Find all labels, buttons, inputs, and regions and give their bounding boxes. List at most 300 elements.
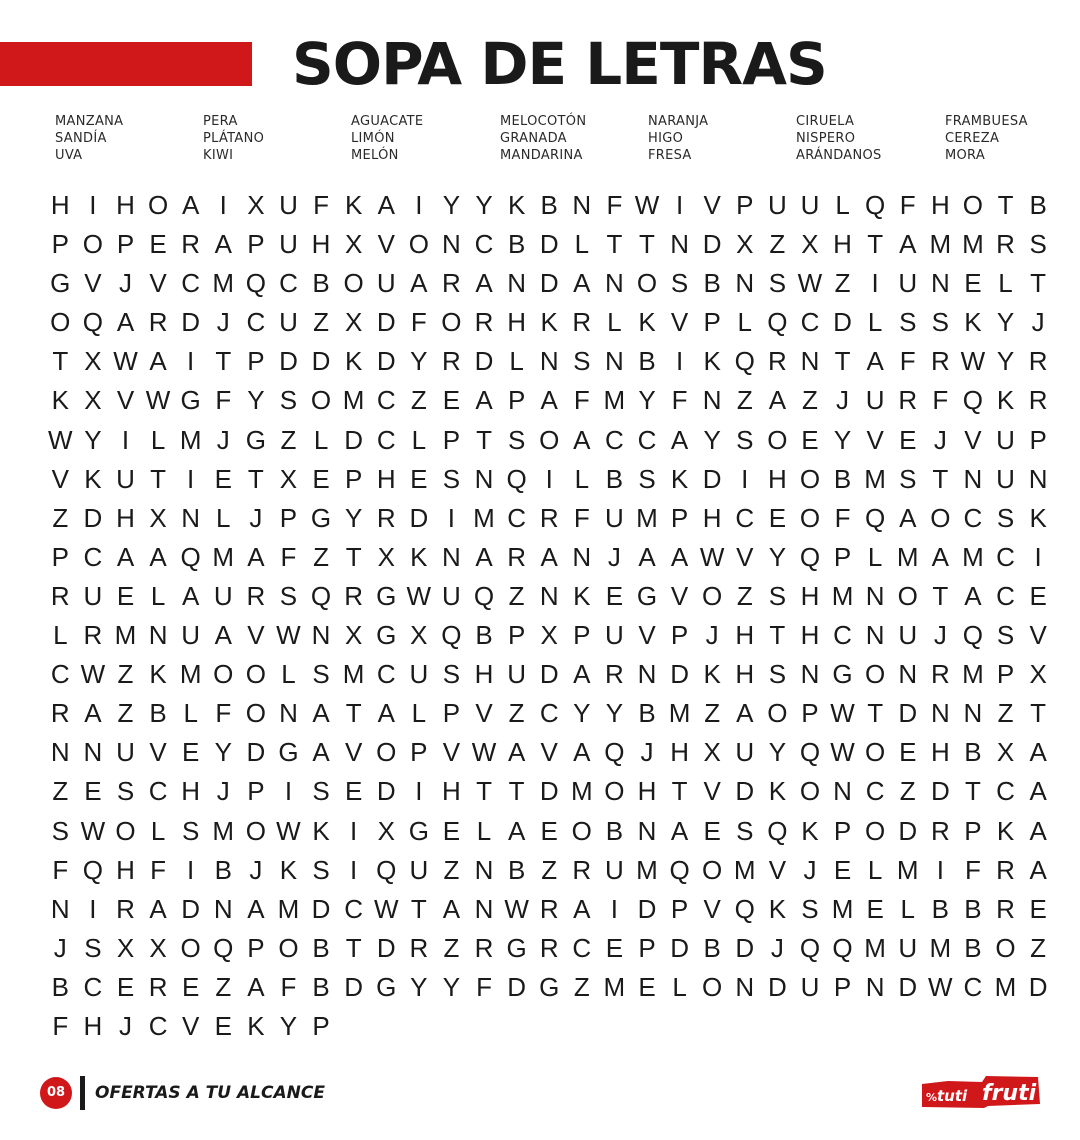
grid-letter: R xyxy=(442,268,461,299)
grid-letter: O xyxy=(245,698,266,729)
grid-letter: N xyxy=(930,698,950,729)
grid-letter: J xyxy=(249,502,263,533)
grid-letter: R xyxy=(148,307,168,338)
grid-letter: F xyxy=(573,385,590,416)
grid-letter: T xyxy=(932,463,949,494)
grid-letter: A xyxy=(247,541,265,572)
grid-letter: O xyxy=(82,229,103,260)
grid-letter: B xyxy=(833,463,852,494)
grid-letter: P xyxy=(507,385,526,416)
grid-letter: L xyxy=(867,307,883,338)
grid-letter: X xyxy=(116,932,135,963)
grid-letter: K xyxy=(247,1010,265,1041)
grid-letter: M xyxy=(896,854,919,885)
grid-letter: S xyxy=(507,424,526,455)
grid-letter: P xyxy=(247,229,265,260)
grid-letter: K xyxy=(638,307,656,338)
grid-letter: O xyxy=(702,580,723,611)
grid-letter: P xyxy=(442,424,461,455)
grid-letter: B xyxy=(638,346,656,377)
grid-letter: P xyxy=(442,698,461,729)
grid-letter: A xyxy=(1029,737,1047,768)
grid-letter: V xyxy=(638,620,656,651)
grid-letter: U xyxy=(996,463,1015,494)
grid-letter: T xyxy=(345,698,362,729)
grid-letter: E xyxy=(1029,580,1047,611)
grid-letter: S xyxy=(736,424,754,455)
grid-letter: U xyxy=(376,268,396,299)
grid-letter: Z xyxy=(736,385,753,416)
grid-letter: E xyxy=(866,893,884,924)
grid-letter: F xyxy=(150,854,167,885)
grid-letter: I xyxy=(545,463,553,494)
grid-letter: A xyxy=(377,698,395,729)
grid-letter: L xyxy=(216,502,231,533)
grid-letter: V xyxy=(703,893,721,924)
grid-letter: A xyxy=(670,424,689,455)
grid-letter: C xyxy=(833,620,852,651)
grid-letter: G xyxy=(310,502,332,533)
grid-letter: S xyxy=(736,815,754,846)
grid-letter: X xyxy=(84,385,102,416)
grid-letter: S xyxy=(116,776,135,807)
grid-letter: Q xyxy=(180,541,201,572)
grid-letter: B xyxy=(507,854,526,885)
grid-letter: D xyxy=(735,932,755,963)
grid-letter: O xyxy=(343,268,364,299)
grid-letter: W xyxy=(634,190,660,220)
grid-letter: P xyxy=(670,620,689,651)
grid-letter: O xyxy=(865,737,886,768)
grid-letter: K xyxy=(344,190,363,220)
grid-letter: I xyxy=(675,346,684,377)
grid-letter: Z xyxy=(443,932,460,963)
grid-letter: O xyxy=(539,424,560,455)
grid-letter: P xyxy=(247,932,265,963)
grid-letter: O xyxy=(408,229,429,260)
grid-letter: M xyxy=(929,229,952,260)
grid-letter: R xyxy=(181,229,201,260)
grid-letter: L xyxy=(476,815,492,846)
grid-letter: J xyxy=(640,737,654,768)
grid-letter: Z xyxy=(997,698,1014,729)
grid-letter: H xyxy=(767,463,787,494)
grid-letter: D xyxy=(930,776,950,807)
grid-letter: B xyxy=(605,463,624,494)
page-title: SOPA DE LETRAS xyxy=(292,30,827,98)
grid-letter: M xyxy=(831,580,854,611)
grid-letter: K xyxy=(703,346,721,377)
grid-letter: H xyxy=(637,776,657,807)
grid-letter: Z xyxy=(313,307,329,338)
grid-letter: E xyxy=(182,737,200,768)
grid-letter: N xyxy=(865,580,885,611)
grid-letter: X xyxy=(410,620,428,651)
grid-letter: R xyxy=(507,541,526,572)
grid-letter: M xyxy=(473,502,495,533)
grid-letter: A xyxy=(116,307,135,338)
grid-letter: F xyxy=(280,541,297,572)
grid-letter: W xyxy=(797,268,823,299)
grid-letter: L xyxy=(150,815,166,846)
grid-letter: U xyxy=(279,190,298,220)
grid-letter: T xyxy=(1030,268,1047,299)
grid-letter: U xyxy=(409,854,429,885)
grid-letter: Q xyxy=(865,190,886,220)
grid-letter: G xyxy=(180,385,201,416)
grid-letter: F xyxy=(52,1010,69,1041)
grid-letter: Y xyxy=(442,971,461,1002)
grid-letter: W xyxy=(830,698,855,729)
grid-letter: M xyxy=(636,502,658,533)
grid-letter: G xyxy=(832,659,853,690)
grid-letter: C xyxy=(83,971,103,1002)
grid-letter: A xyxy=(670,541,689,572)
grid-letter: D xyxy=(539,659,559,690)
grid-letter: P xyxy=(51,229,69,260)
word-column xyxy=(648,113,708,164)
grid-letter: O xyxy=(571,815,592,846)
grid-letter: T xyxy=(247,463,264,494)
grid-letter: Z xyxy=(117,698,134,729)
grid-letter: C xyxy=(996,580,1015,611)
grid-letter: L xyxy=(150,424,166,455)
grid-letter: E xyxy=(899,424,917,455)
grid-letter: O xyxy=(865,659,886,690)
grid-letter: D xyxy=(311,893,331,924)
grid-letter: F xyxy=(52,854,69,885)
grid-letter: P xyxy=(833,971,852,1002)
grid-letter: E xyxy=(605,932,624,963)
grid-letter: H xyxy=(800,620,820,651)
grid-letter: A xyxy=(573,893,591,924)
grid-letter: D xyxy=(409,502,429,533)
grid-letter: V xyxy=(540,737,558,768)
grid-letter: D xyxy=(767,971,787,1002)
grid-letter: M xyxy=(603,971,626,1002)
grid-letter: C xyxy=(376,424,396,455)
grid-letter: P xyxy=(703,307,721,338)
grid-letter: M xyxy=(277,893,300,924)
grid-letter: T xyxy=(606,229,623,260)
grid-letter: L xyxy=(574,463,590,494)
grid-letter: N xyxy=(702,385,722,416)
grid-letter: Z xyxy=(313,541,329,572)
grid-letter: B xyxy=(964,893,982,924)
grid-letter: D xyxy=(83,502,103,533)
grid-letter: N xyxy=(50,893,70,924)
grid-letter: R xyxy=(930,659,950,690)
grid-letter: M xyxy=(342,659,365,690)
grid-letter: A xyxy=(670,815,689,846)
grid-letter: W xyxy=(699,541,725,572)
grid-letter: O xyxy=(702,971,723,1002)
grid-letter: J xyxy=(803,854,817,885)
grid-letter: P xyxy=(670,893,689,924)
grid-letter: V xyxy=(149,268,167,299)
grid-letter: I xyxy=(187,854,195,885)
grid-letter: H xyxy=(735,620,755,651)
grid-letter: O xyxy=(767,424,788,455)
grid-letter: S xyxy=(996,620,1015,651)
grid-letter: W xyxy=(48,424,73,455)
grid-letter: K xyxy=(312,815,330,846)
grid-letter: U xyxy=(442,580,461,611)
grid-letter: D xyxy=(474,346,494,377)
grid-letter: A xyxy=(1029,854,1047,885)
grid-letter: R xyxy=(116,893,135,924)
grid-letter: D xyxy=(376,346,396,377)
grid-letter: T xyxy=(52,346,69,377)
grid-letter: X xyxy=(703,737,721,768)
grid-letter: V xyxy=(768,854,787,885)
grid-letter: R xyxy=(83,620,103,651)
grid-letter: Z xyxy=(802,385,818,416)
grid-letter: C xyxy=(963,502,983,533)
brand-logo xyxy=(918,1072,1042,1112)
grid-letter: L xyxy=(998,268,1013,299)
grid-letter: T xyxy=(671,776,688,807)
grid-letter: O xyxy=(702,854,723,885)
brand-logo-prefix: % xyxy=(926,1091,938,1104)
page-number: 08 xyxy=(40,1077,72,1109)
grid-letter: Q xyxy=(767,307,788,338)
grid-letter: X xyxy=(801,229,819,260)
grid-letter: P xyxy=(247,346,265,377)
grid-letter: H xyxy=(474,659,494,690)
grid-letter: L xyxy=(411,424,427,455)
grid-letter: N xyxy=(279,698,298,729)
grid-letter: A xyxy=(573,659,591,690)
grid-letter: G xyxy=(408,815,429,846)
grid-letter: D xyxy=(376,307,396,338)
grid-letter: I xyxy=(415,190,423,220)
grid-letter: A xyxy=(573,737,591,768)
grid-letter: O xyxy=(897,580,918,611)
grid-letter: H xyxy=(670,737,689,768)
grid-letter: Q xyxy=(799,932,821,963)
grid-letter: D xyxy=(702,463,722,494)
grid-letter: Z xyxy=(443,854,460,885)
grid-letter: H xyxy=(376,463,396,494)
grid-letter: S xyxy=(768,580,787,611)
grid-letter: M xyxy=(179,659,202,690)
grid-letter: T xyxy=(932,580,949,611)
grid-letter: F xyxy=(215,698,232,729)
grid-letter: B xyxy=(312,971,330,1002)
grid-letter: I xyxy=(284,776,293,807)
grid-letter: F xyxy=(964,854,981,885)
grid-letter: L xyxy=(183,698,198,729)
grid-letter: X xyxy=(344,229,363,260)
grid-letter: A xyxy=(475,268,493,299)
grid-letter: H xyxy=(181,776,201,807)
grid-letter: C xyxy=(83,541,103,572)
word-list xyxy=(55,113,1055,167)
grid-letter: N xyxy=(213,893,233,924)
grid-letter: D xyxy=(344,424,364,455)
grid-letter: Z xyxy=(1030,932,1047,963)
grid-letter: U xyxy=(800,971,820,1002)
grid-letter: K xyxy=(768,776,787,807)
grid-letter: I xyxy=(89,190,97,220)
grid-letter: B xyxy=(703,932,721,963)
grid-letter: A xyxy=(475,385,493,416)
grid-letter: F xyxy=(834,502,851,533)
grid-letter: R xyxy=(572,854,592,885)
grid-letter: F xyxy=(573,502,590,533)
grid-letter: Y xyxy=(996,346,1015,377)
grid-letter: R xyxy=(996,854,1015,885)
grid-letter: Q xyxy=(82,307,103,338)
grid-letter: O xyxy=(799,502,821,533)
grid-letter: U xyxy=(279,307,298,338)
grid-letter: H xyxy=(800,580,820,611)
grid-letter: X xyxy=(84,346,102,377)
grid-letter: N xyxy=(735,268,755,299)
word-item: MORA xyxy=(945,148,986,163)
grid-letter: R xyxy=(539,893,559,924)
grid-letter: T xyxy=(345,541,362,572)
grid-letter: R xyxy=(996,893,1015,924)
grid-letter: P xyxy=(344,463,363,494)
grid-letter: N xyxy=(605,346,624,377)
grid-letter: Q xyxy=(669,854,690,885)
grid-letter: K xyxy=(84,463,102,494)
grid-letter: T xyxy=(997,190,1014,220)
grid-letter: G xyxy=(376,580,397,611)
grid-letter: O xyxy=(245,659,266,690)
grid-letter: A xyxy=(116,541,135,572)
grid-letter: S xyxy=(279,385,298,416)
grid-letter: U xyxy=(116,737,135,768)
grid-letter: G xyxy=(376,971,397,1002)
grid-letter: C xyxy=(148,776,168,807)
grid-letter: Y xyxy=(833,424,852,455)
grid-letter: N xyxy=(474,893,494,924)
grid-letter: E xyxy=(214,1010,232,1041)
grid-letter: D xyxy=(376,776,396,807)
grid-letter: P xyxy=(1029,424,1047,455)
grid-letter: B xyxy=(1029,190,1047,220)
grid-letter: E xyxy=(768,502,787,533)
grid-letter: X xyxy=(1029,659,1047,690)
grid-letter: W xyxy=(276,620,301,651)
grid-letter: K xyxy=(964,307,982,338)
grid-letter: E xyxy=(149,229,167,260)
word-item: UVA xyxy=(55,148,83,163)
grid-letter: N xyxy=(572,541,592,572)
grid-letter: K xyxy=(996,385,1015,416)
grid-letter: O xyxy=(930,502,951,533)
grid-letter: F xyxy=(410,307,427,338)
word-item: MELÓN xyxy=(351,148,399,163)
grid-letter: M xyxy=(668,698,691,729)
grid-letter: Z xyxy=(573,971,590,1002)
grid-letter: U xyxy=(605,502,624,533)
grid-letter: U xyxy=(996,424,1015,455)
grid-letter: W xyxy=(113,346,138,377)
grid-letter: X xyxy=(279,463,298,494)
grid-letter: O xyxy=(278,932,299,963)
grid-letter: S xyxy=(1029,229,1047,260)
grid-letter: V xyxy=(670,580,689,611)
grid-letter: T xyxy=(410,893,427,924)
grid-letter: P xyxy=(670,502,689,533)
grid-letter: Z xyxy=(834,268,851,299)
grid-letter: U xyxy=(800,190,820,220)
grid-letter: D xyxy=(702,229,722,260)
grid-letter: R xyxy=(767,346,787,377)
grid-letter: V xyxy=(442,737,461,768)
grid-letter: Z xyxy=(215,971,232,1002)
grid-letter: M xyxy=(212,541,235,572)
grid-letter: K xyxy=(670,463,689,494)
grid-letter: A xyxy=(377,190,395,220)
grid-letter: M xyxy=(179,424,202,455)
word-column xyxy=(351,113,423,164)
grid-letter: D xyxy=(539,229,559,260)
grid-letter: I xyxy=(350,815,358,846)
grid-letter: T xyxy=(150,463,167,494)
grid-letter: V xyxy=(475,698,493,729)
grid-letter: O xyxy=(115,815,136,846)
grid-letter: C xyxy=(605,424,624,455)
grid-letter: A xyxy=(149,346,167,377)
grid-letter: A xyxy=(931,541,949,572)
grid-letter: C xyxy=(637,424,657,455)
grid-letter: N xyxy=(1028,463,1048,494)
grid-letter: K xyxy=(279,854,298,885)
grid-letter: R xyxy=(344,580,364,611)
word-item: AGUACATE xyxy=(351,114,424,129)
grid-letter: D xyxy=(507,971,526,1002)
grid-letter: L xyxy=(281,659,296,690)
grid-letter: E xyxy=(964,268,982,299)
grid-letter: Z xyxy=(52,776,69,807)
grid-letter: Q xyxy=(962,385,984,416)
grid-letter: S xyxy=(279,580,298,611)
grid-letter: V xyxy=(182,1010,200,1041)
grid-letter: A xyxy=(214,620,232,651)
grid-letter: C xyxy=(50,659,70,690)
grid-letter: X xyxy=(996,737,1015,768)
grid-letter: Q xyxy=(213,932,234,963)
grid-letter: A xyxy=(899,229,917,260)
grid-letter: U xyxy=(865,385,885,416)
grid-letter: W xyxy=(80,815,106,846)
grid-letter: L xyxy=(313,424,329,455)
brand-logo-name-part1: tuti xyxy=(937,1087,968,1105)
grid-letter: B xyxy=(964,737,982,768)
grid-letter: D xyxy=(898,815,918,846)
grid-letter: O xyxy=(441,307,462,338)
grid-letter: I xyxy=(1034,541,1042,572)
grid-letter: B xyxy=(638,698,656,729)
grid-letter: W xyxy=(960,346,986,377)
grid-letter: C xyxy=(344,893,364,924)
grid-letter: K xyxy=(703,659,721,690)
grid-letter: V xyxy=(703,776,721,807)
brand-logo-graphic xyxy=(918,1072,1042,1112)
grid-letter: O xyxy=(213,659,234,690)
grid-letter: N xyxy=(539,580,559,611)
grid-letter: E xyxy=(214,463,232,494)
grid-letter: I xyxy=(741,463,749,494)
grid-letter: X xyxy=(344,307,363,338)
grid-letter: N xyxy=(507,268,526,299)
grid-letter: L xyxy=(150,580,166,611)
